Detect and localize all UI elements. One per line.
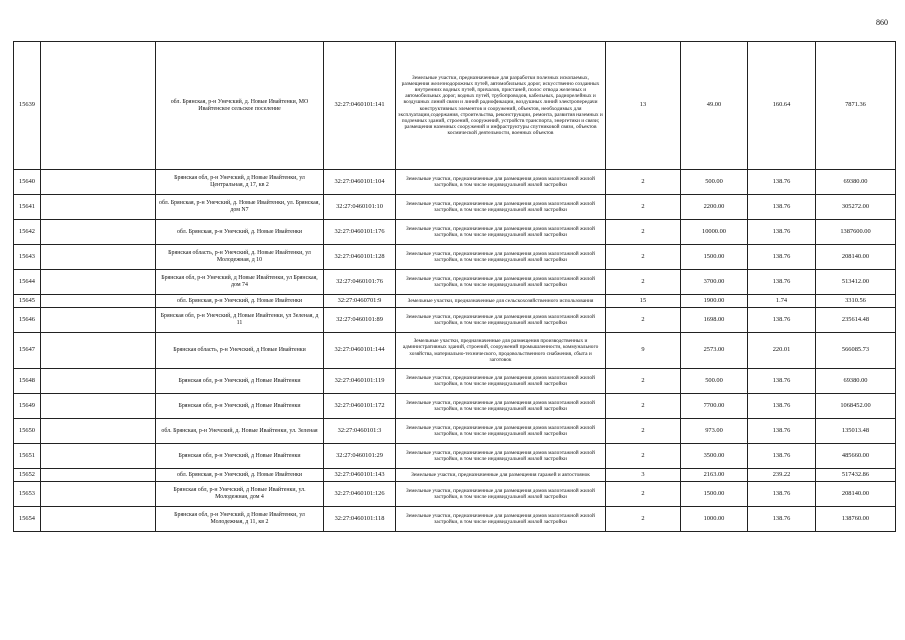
area-cell: 49.00	[681, 42, 748, 170]
address-cell: Брянская обл, р-н Унечский, д Новые Ивайтенки, ул Центральная, д 17, кв 2	[156, 170, 324, 195]
address-cell: Брянская обл, р-н Унечский, д Новые Ивайтенки	[156, 369, 324, 394]
row-number: 15651	[14, 444, 41, 469]
specific-value-cell: 138.76	[748, 170, 816, 195]
page-number: 860	[876, 18, 888, 27]
group-code-cell: 2	[606, 270, 681, 295]
address-cell: обл. Брянская, р-н Унечский, д. Новые Ивайтенки	[156, 220, 324, 245]
area-cell: 500.00	[681, 369, 748, 394]
cadastral-value-cell: 135013.48	[816, 419, 896, 444]
row-number: 15643	[14, 245, 41, 270]
land-use-cell: Земельные участки, предназначенные для размещения домов малоэтажной жилой застройки, в том числе индивидуальной жилой застройки	[396, 444, 606, 469]
cadastral-value-cell: 485660.00	[816, 444, 896, 469]
group-code-cell: 2	[606, 308, 681, 333]
table-row	[14, 170, 896, 195]
land-use-cell: Земельные участки, предназначенные для сельскохозяйственного использования	[396, 295, 606, 308]
cadastral-value-cell: 1387600.00	[816, 220, 896, 245]
land-use-cell: Земельные участки, предназначенные для размещения домов малоэтажной жилой застройки, в том числе индивидуальной жилой застройки	[396, 195, 606, 220]
blank-cell	[41, 369, 156, 394]
cadastral-value-cell: 517432.86	[816, 469, 896, 482]
group-code-cell: 9	[606, 333, 681, 369]
cadastral-number-cell: 32:27:0460101:3	[324, 419, 396, 444]
address-cell: Брянская область, р-н Унечский, д. Новые Ивайтенки, ул Молодежная, д 10	[156, 245, 324, 270]
land-use-cell: Земельные участки, предназначенные для размещения домов малоэтажной жилой застройки, в том числе индивидуальной жилой застройки	[396, 419, 606, 444]
address-cell: обл. Брянская, р-н Унечский, д. Новые Ивайтенки, ул. Зеленая	[156, 419, 324, 444]
specific-value-cell: 138.76	[748, 419, 816, 444]
area-cell: 2163.00	[681, 469, 748, 482]
cadastral-value-cell: 7871.36	[816, 42, 896, 170]
area-cell: 1900.00	[681, 295, 748, 308]
cadastral-value-cell: 235614.48	[816, 308, 896, 333]
cadastral-number-cell: 32:27:0460101:118	[324, 507, 396, 532]
row-number: 15647	[14, 333, 41, 369]
area-cell: 1698.00	[681, 308, 748, 333]
specific-value-cell: 220.01	[748, 333, 816, 369]
table-row	[14, 444, 896, 469]
table-row	[14, 394, 896, 419]
row-number: 15639	[14, 42, 41, 170]
table-row	[14, 507, 896, 532]
address-cell: Брянская обл, р-н Унечский, д Новые Ивайтенки, ул Брянская, дом 74	[156, 270, 324, 295]
table-row	[14, 195, 896, 220]
blank-cell	[41, 270, 156, 295]
cadastral-value-cell: 138760.00	[816, 507, 896, 532]
cadastral-value-cell: 3310.56	[816, 295, 896, 308]
row-number: 15642	[14, 220, 41, 245]
area-cell: 3700.00	[681, 270, 748, 295]
address-cell: Брянская обл, р-н Унечский, д Новые Ивайтенки	[156, 444, 324, 469]
address-cell: Брянская область, р-н Унечский, д Новые Ивайтенки	[156, 333, 324, 369]
blank-cell	[41, 507, 156, 532]
cadastral-number-cell: 32:27:0460101:104	[324, 170, 396, 195]
cadastral-number-cell: 32:27:0460101:89	[324, 308, 396, 333]
row-number: 15648	[14, 369, 41, 394]
row-number: 15654	[14, 507, 41, 532]
group-code-cell: 2	[606, 394, 681, 419]
row-number: 15641	[14, 195, 41, 220]
land-use-cell: Земельные участки, предназначенные для размещения домов малоэтажной жилой застройки, в том числе индивидуальной жилой застройки	[396, 270, 606, 295]
cadastral-number-cell: 32:27:0460101:172	[324, 394, 396, 419]
row-number: 15652	[14, 469, 41, 482]
blank-cell	[41, 308, 156, 333]
group-code-cell: 2	[606, 419, 681, 444]
specific-value-cell: 138.76	[748, 308, 816, 333]
specific-value-cell: 138.76	[748, 444, 816, 469]
area-cell: 1500.00	[681, 245, 748, 270]
land-use-cell: Земельные участки, предназначенные для размещения домов малоэтажной жилой застройки, в том числе индивидуальной жилой застройки	[396, 308, 606, 333]
land-use-cell: Земельные участки, предназначенные для размещения домов малоэтажной жилой застройки, в том числе индивидуальной жилой застройки	[396, 369, 606, 394]
cadastral-number-cell: 32:27:0460101:143	[324, 469, 396, 482]
table-row	[14, 469, 896, 482]
group-code-cell: 2	[606, 482, 681, 507]
group-code-cell: 2	[606, 245, 681, 270]
row-number: 15649	[14, 394, 41, 419]
table-body	[14, 42, 896, 532]
area-cell: 2573.00	[681, 333, 748, 369]
cadastral-value-cell: 69380.00	[816, 369, 896, 394]
land-use-cell: Земельные участки, предназначенные для размещения гаражей и автостоянок	[396, 469, 606, 482]
cadastral-number-cell: 32:27:0460101:126	[324, 482, 396, 507]
area-cell: 1500.00	[681, 482, 748, 507]
group-code-cell: 15	[606, 295, 681, 308]
cadastral-number-cell: 32:27:0460101:144	[324, 333, 396, 369]
cadastral-value-cell: 305272.00	[816, 195, 896, 220]
specific-value-cell: 138.76	[748, 369, 816, 394]
specific-value-cell: 138.76	[748, 394, 816, 419]
specific-value-cell: 138.76	[748, 245, 816, 270]
blank-cell	[41, 444, 156, 469]
row-number: 15650	[14, 419, 41, 444]
group-code-cell: 2	[606, 369, 681, 394]
specific-value-cell: 138.76	[748, 220, 816, 245]
area-cell: 1000.00	[681, 507, 748, 532]
cadastral-number-cell: 32:27:0460101:128	[324, 245, 396, 270]
land-use-cell: Земельные участки, предназначенные для размещения домов малоэтажной жилой застройки, в том числе индивидуальной жилой застройки	[396, 394, 606, 419]
table-row	[14, 220, 896, 245]
blank-cell	[41, 469, 156, 482]
cadastral-value-cell: 566085.73	[816, 333, 896, 369]
cadastral-number-cell: 32:27:0460101:176	[324, 220, 396, 245]
cadastral-value-cell: 69380.00	[816, 170, 896, 195]
cadastral-number-cell: 32:27:0460101:10	[324, 195, 396, 220]
specific-value-cell: 138.76	[748, 482, 816, 507]
blank-cell	[41, 394, 156, 419]
specific-value-cell: 138.76	[748, 270, 816, 295]
blank-cell	[41, 245, 156, 270]
specific-value-cell: 138.76	[748, 507, 816, 532]
table-row	[14, 42, 896, 170]
cadastral-number-cell: 32:27:0460101:76	[324, 270, 396, 295]
group-code-cell: 3	[606, 469, 681, 482]
area-cell: 7700.00	[681, 394, 748, 419]
land-use-cell: Земельные участки, предназначенные для размещения домов малоэтажной жилой застройки, в том числе индивидуальной жилой застройки	[396, 482, 606, 507]
table-row	[14, 369, 896, 394]
group-code-cell: 13	[606, 42, 681, 170]
table-row	[14, 270, 896, 295]
blank-cell	[41, 195, 156, 220]
address-cell: обл. Брянская, р-н Унечский, д. Новые Ивайтенки, ул. Брянская, дом N7	[156, 195, 324, 220]
group-code-cell: 2	[606, 507, 681, 532]
table-row	[14, 295, 896, 308]
area-cell: 3500.00	[681, 444, 748, 469]
cadastral-number-cell: 32:27:0460101:119	[324, 369, 396, 394]
group-code-cell: 2	[606, 195, 681, 220]
table-row	[14, 419, 896, 444]
cadastral-value-cell: 513412.00	[816, 270, 896, 295]
address-cell: Брянская обл, р-н Унечский, д Новые Ивайтенки	[156, 394, 324, 419]
land-use-cell: Земельные участки, предназначенные для разработки полезных ископаемых, размещения железнодорожных путей, автомобильных дорог, искусственно созданных внутренних водных путей, причалов, пристаней, полос отвода железных и автомобильных дорог, водных путей, трубопроводов, кабельных, радиорелейных и воздушных линий связи и линий радиофикации, воздушных линий электропередачи конструктивных элементов и сооружений, объектов, необходимых для эксплуатации,содержания, строительства, реконструкции, ремонта, развития наземных и подземных зданий, строений, сооружений, устройств транспорта, энергетики и связи; размещения наземных сооружений и инфраструктуры спутниковой связи, объектов космической деятельности, военных объектов	[396, 42, 606, 170]
address-cell: Брянская обл, р-н Унечский, д Новые Ивайтенки, ул. Молодежная, дом 4	[156, 482, 324, 507]
address-cell: обл. Брянская, р-н Унечский, д. Новые Ивайтенки	[156, 295, 324, 308]
blank-cell	[41, 170, 156, 195]
area-cell: 10000.00	[681, 220, 748, 245]
land-use-cell: Земельные участки, предназначенные для размещения домов малоэтажной жилой застройки, в том числе индивидуальной жилой застройки	[396, 245, 606, 270]
cadastral-value-cell: 208140.00	[816, 482, 896, 507]
cadastral-value-cell: 1068452.00	[816, 394, 896, 419]
land-plots-table	[13, 41, 896, 532]
cadastral-number-cell: 32:27:0460101:141	[324, 42, 396, 170]
specific-value-cell: 138.76	[748, 195, 816, 220]
group-code-cell: 2	[606, 220, 681, 245]
address-cell: Брянская обл, р-н Унечский, д Новые Ивайтенки, ул Зеленая, д 11	[156, 308, 324, 333]
cadastral-value-cell: 208140.00	[816, 245, 896, 270]
land-use-cell: Земельные участки, предназначенные для размещения домов малоэтажной жилой застройки, в том числе индивидуальной жилой застройки	[396, 170, 606, 195]
address-cell: обл. Брянская, р-н Унечский, д. Новые Ивайтенки	[156, 469, 324, 482]
blank-cell	[41, 42, 156, 170]
address-cell: обл. Брянская, р-н Унечский, д. Новые Ивайтенки, МО Ивайтенское сельское поселение	[156, 42, 324, 170]
cadastral-number-cell: 32:27:0460101:29	[324, 444, 396, 469]
address-cell: Брянская обл, р-н Унечский, д Новые Ивайтенки, ул Молодежная, д 11, кв 2	[156, 507, 324, 532]
blank-cell	[41, 333, 156, 369]
blank-cell	[41, 482, 156, 507]
area-cell: 500.00	[681, 170, 748, 195]
row-number: 15644	[14, 270, 41, 295]
specific-value-cell: 1.74	[748, 295, 816, 308]
table-row	[14, 245, 896, 270]
area-cell: 2200.00	[681, 195, 748, 220]
group-code-cell: 2	[606, 170, 681, 195]
area-cell: 973.00	[681, 419, 748, 444]
land-use-cell: Земельные участки, предназначенные для размещения производственных и административных зданий, строений, сооружений промышленности, коммунального хозяйства, материально-технического, продовольственного снабжения, сбыта и заготовок	[396, 333, 606, 369]
group-code-cell: 2	[606, 444, 681, 469]
blank-cell	[41, 419, 156, 444]
row-number: 15646	[14, 308, 41, 333]
cadastral-number-cell: 32:27:0460701:9	[324, 295, 396, 308]
specific-value-cell: 239.22	[748, 469, 816, 482]
land-use-cell: Земельные участки, предназначенные для размещения домов малоэтажной жилой застройки, в том числе индивидуальной жилой застройки	[396, 507, 606, 532]
table-row	[14, 308, 896, 333]
blank-cell	[41, 220, 156, 245]
row-number: 15640	[14, 170, 41, 195]
table-row	[14, 333, 896, 369]
land-use-cell: Земельные участки, предназначенные для размещения домов малоэтажной жилой застройки, в том числе индивидуальной жилой застройки	[396, 220, 606, 245]
row-number: 15653	[14, 482, 41, 507]
table-row	[14, 482, 896, 507]
blank-cell	[41, 295, 156, 308]
row-number: 15645	[14, 295, 41, 308]
specific-value-cell: 160.64	[748, 42, 816, 170]
